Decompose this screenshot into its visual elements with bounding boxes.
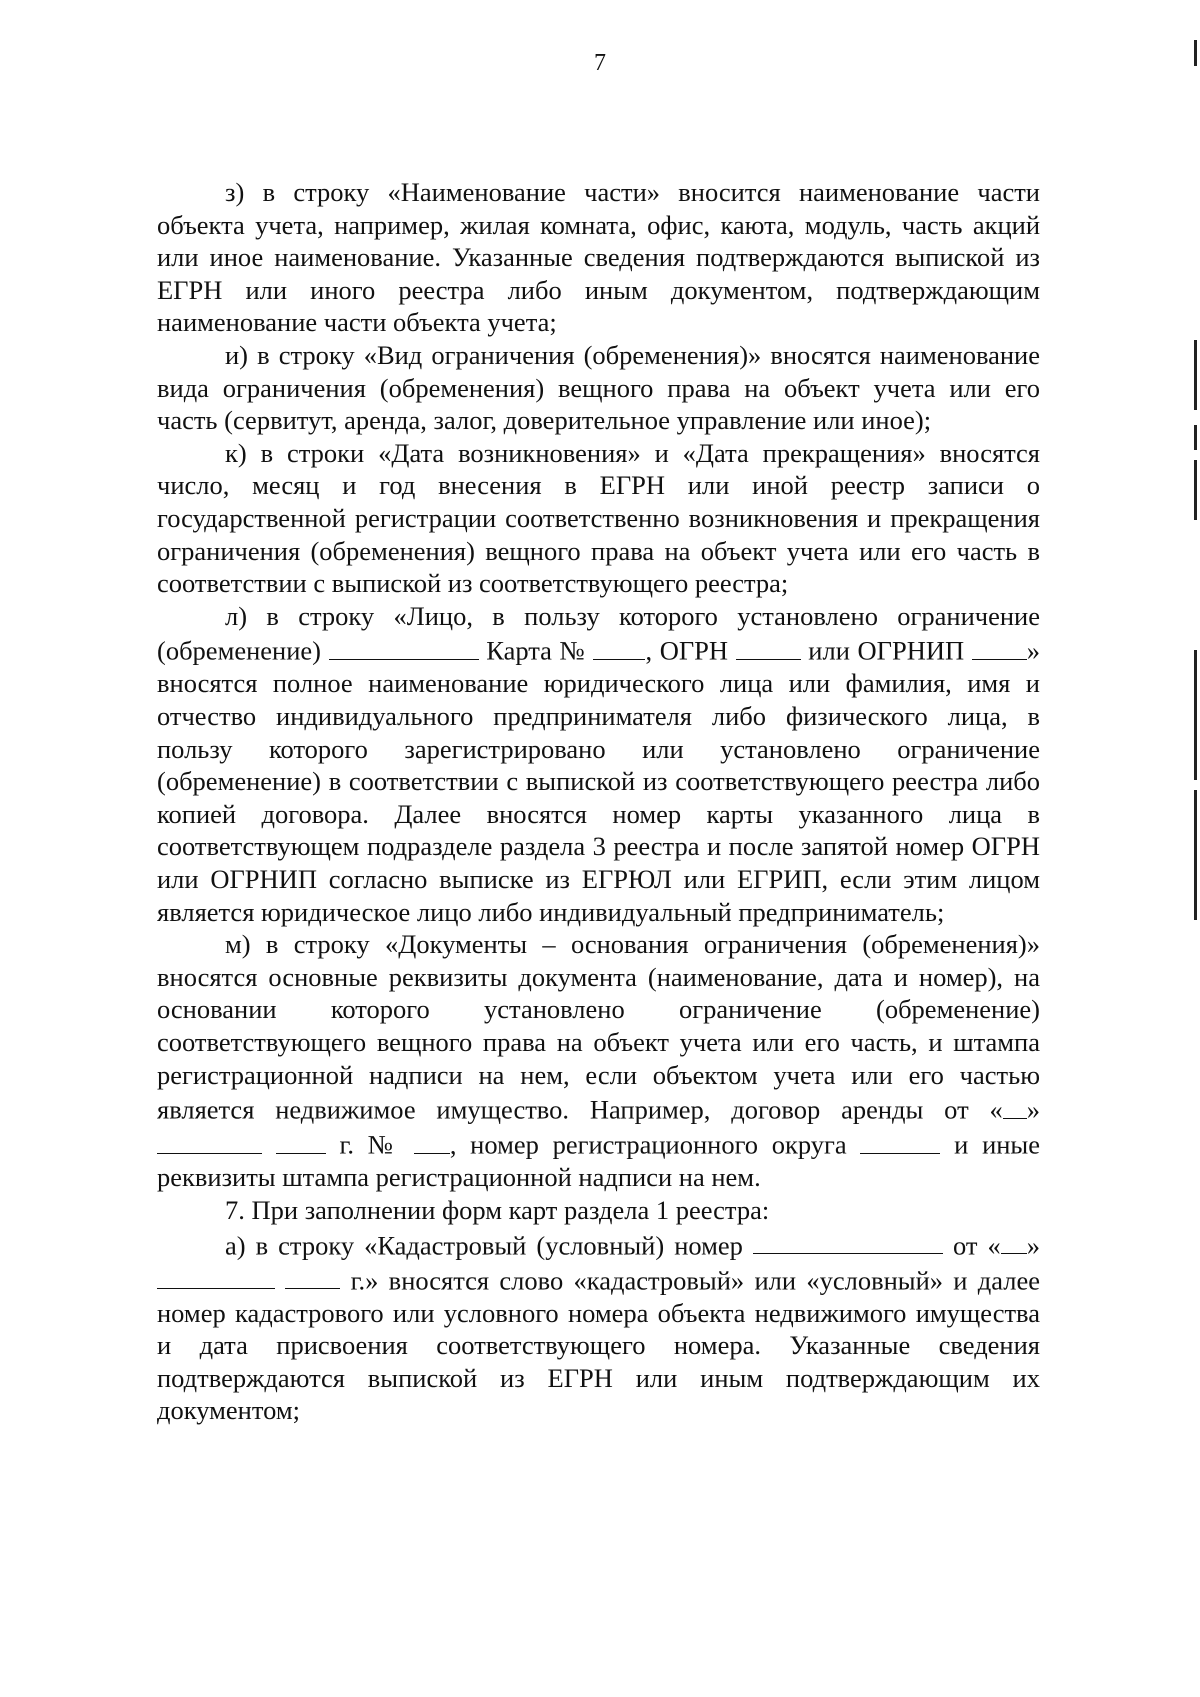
fill-blank bbox=[593, 632, 645, 660]
edge-mark bbox=[1194, 790, 1197, 920]
edge-mark bbox=[1194, 650, 1197, 780]
fill-blank bbox=[736, 632, 801, 660]
fill-blank bbox=[414, 1126, 450, 1154]
paragraph-a bbox=[157, 1227, 1040, 1428]
paragraph-m bbox=[157, 928, 1040, 1194]
paragraph-l bbox=[157, 600, 1040, 928]
page-number: 7 bbox=[594, 50, 606, 76]
quote-close: » bbox=[1026, 1094, 1040, 1125]
paragraph-k: к) в строки «Дата возникновения» и «Дата прекращения» вносятся число, месяц и год внесения в ЕГРН или иной реестр записи о государственной регистрации соответственно возникновения и прекращения ограничения (обременения) вещного права на объект учета или его часть в соответствии с выпиской из соответствующего реестра; bbox=[157, 437, 1040, 599]
fill-blank bbox=[1003, 1091, 1027, 1119]
fill-blank bbox=[329, 632, 479, 660]
paragraph-m-text: м) в строку «Документы – основания ограничения (обременения)» вносятся основные реквизиты документа (наименование, дата и номер), на основании которого установлено ограничение (обременение) соответствующего вещного права на объект учета или его часть, и штампа регистрационной надписи на нем, если объектом учета или его частью является недвижимое имущество. Например, договор аренды от « bbox=[157, 929, 1040, 1125]
paragraph-i: и) в строку «Вид ограничения (обременения)» вносятся наименование вида ограничения (обременения) вещного права на объект учета или его часть (сервитут, аренда, залог, доверительное управление или иное); bbox=[157, 339, 1040, 436]
fill-blank bbox=[1001, 1227, 1027, 1255]
fill-blank bbox=[860, 1126, 940, 1154]
edge-mark bbox=[1194, 460, 1197, 520]
section-7-heading: 7. При заполнении форм карт раздела 1 реестра: bbox=[225, 1194, 770, 1225]
district-label: , номер регистрационного округа bbox=[449, 1129, 847, 1160]
edge-mark bbox=[1194, 340, 1197, 410]
card-label: Карта № bbox=[486, 635, 586, 666]
fill-blank bbox=[753, 1227, 943, 1255]
fill-blank bbox=[285, 1262, 340, 1290]
fill-blank bbox=[972, 632, 1027, 660]
edge-mark bbox=[1194, 40, 1197, 66]
paragraph-a-text: а) в строку «Кадастровый (условный) номер bbox=[225, 1230, 743, 1260]
document-body bbox=[157, 176, 1040, 1427]
paragraph-a-continuation: г.» вносятся слово «кадастровый» или «условный» и далее номер кадастрового или условного номера объекта недвижимого имущества и дата присвоения соответствующего номера. Указанные сведения подтверждаются выпиской из ЕГРН или иным подтверждающим их документом; bbox=[157, 1265, 1041, 1426]
from-label: от « bbox=[953, 1230, 1001, 1260]
edge-mark bbox=[1194, 425, 1197, 450]
fill-blank bbox=[157, 1126, 262, 1154]
paragraph-l-text: л) в строку «Лицо, в пользу которого установлено ограничение (обременение) bbox=[157, 600, 1040, 666]
number-label: г. № bbox=[339, 1129, 401, 1160]
quote-close: » bbox=[1026, 1230, 1041, 1260]
paragraph-l-continuation: » вносятся полное наименование юридического лица или фамилия, имя и отчество индивидуального предпринимателя либо физического лица, в пользу которого зарегистрировано или установлено ограничение (обременение) в соответствии с выпиской из соответствующего реестра либо копией договора. Далее вносятся номер карты указанного лица в соответствующем подразделе раздела 3 реестра и после запятой номер ОГРН или ОГРНИП согласно выписке из ЕГРЮЛ или ЕГРИП, если этим лицом является юридическое лицо либо индивидуальный предприниматель; bbox=[157, 635, 1040, 927]
paragraph-z: з) в строку «Наименование части» вносится наименование части объекта учета, например, жилая комната, офис, каюта, модуль, часть акций или иное наименование. Указанные сведения подтверждаются выпиской из ЕГРН или иного реестра либо иным документом, подтверждающим наименование части объекта учета; bbox=[157, 177, 1040, 338]
paragraph-m-continuation: и иные реквизиты штампа регистрационной надписи на нем. bbox=[157, 1129, 1040, 1193]
fill-blank bbox=[276, 1126, 326, 1154]
ogrn-label: , ОГРН bbox=[645, 635, 729, 666]
ogrnip-label: или ОГРНИП bbox=[808, 635, 965, 666]
fill-blank bbox=[157, 1262, 275, 1290]
scan-edge-marks bbox=[1180, 0, 1200, 1697]
